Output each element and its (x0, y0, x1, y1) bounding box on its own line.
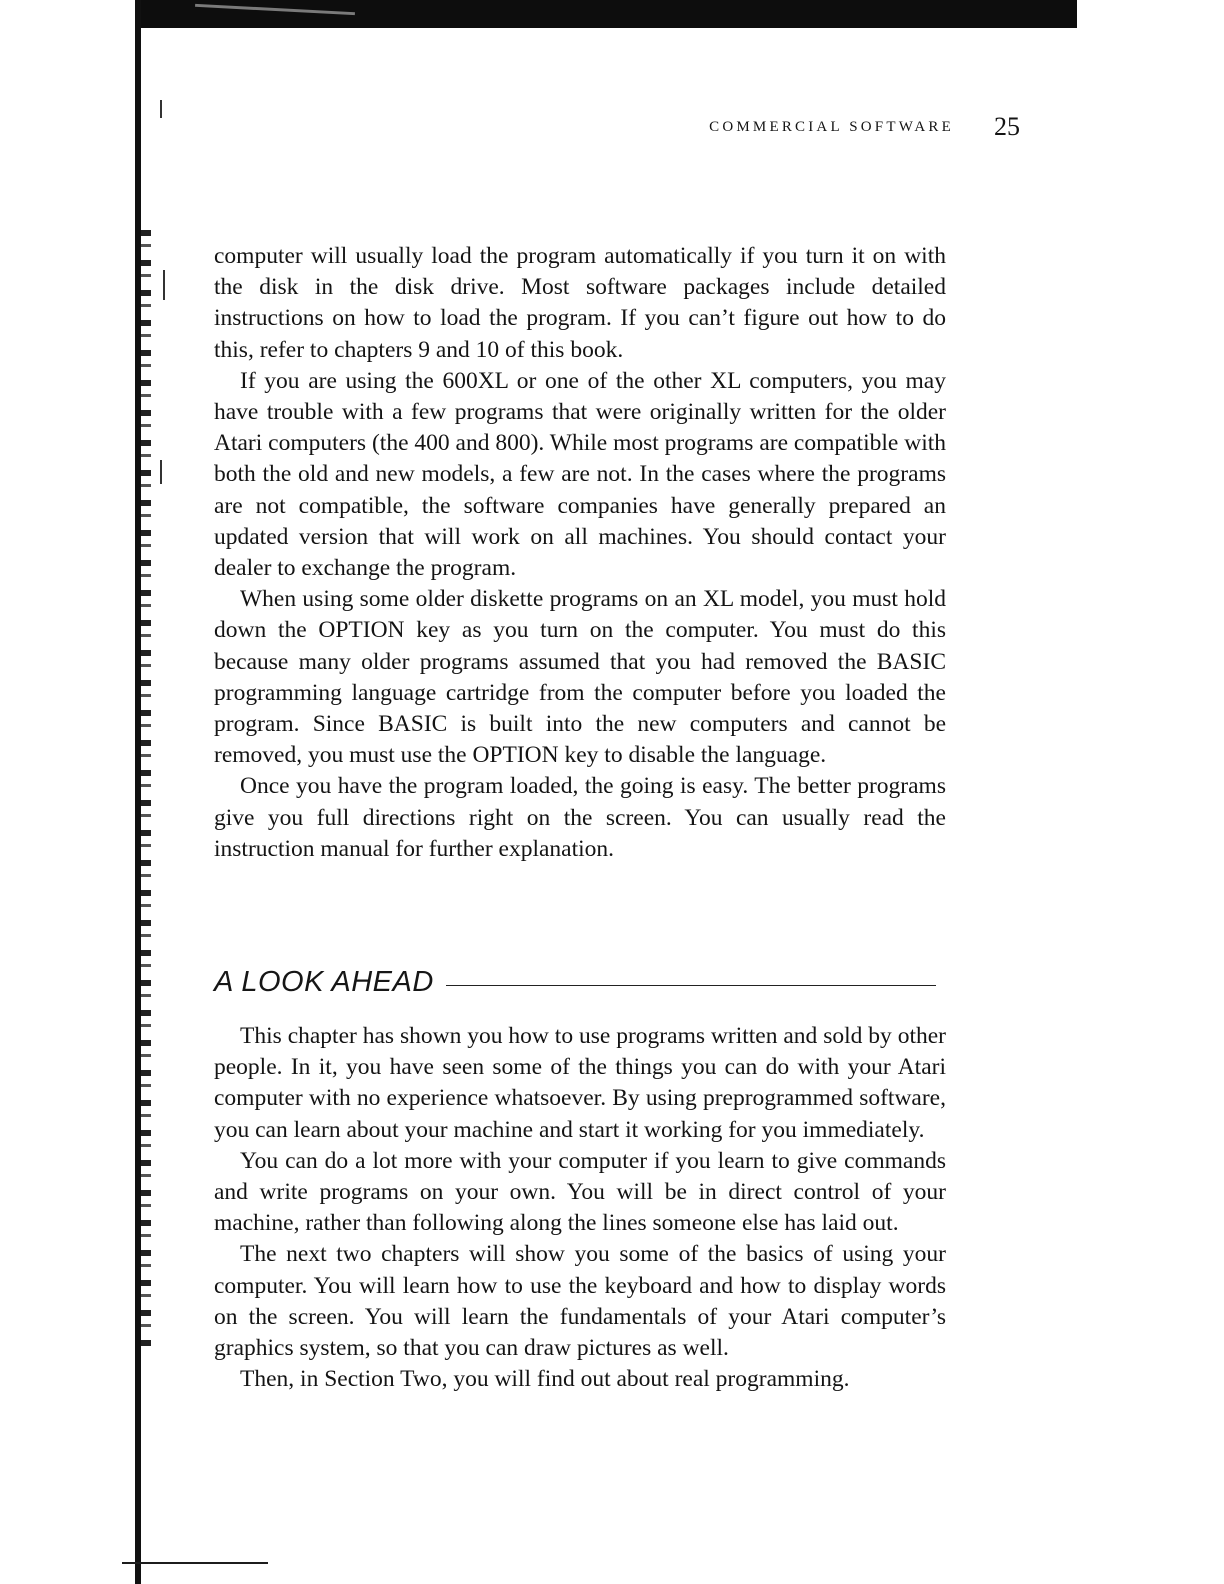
scan-top-edge (135, 0, 1077, 28)
running-header (560, 112, 1020, 142)
page-number: 25 (994, 112, 1020, 141)
heading-rule (446, 985, 936, 986)
running-title: COMMERCIAL SOFTWARE (709, 118, 954, 135)
paragraph: When using some older diskette programs on an XL model, you must hold down the OPTION key as you turn on the computer. You must do this because many older programs assumed that you had removed the BASIC programming language cartridge from the computer before you loaded the program. Since BASIC is built into the new computers and cannot be removed, you must use the OPTION key to disable the language. (214, 586, 946, 769)
binding-mark (160, 460, 162, 484)
binding-shadow (141, 230, 151, 1350)
body-text-continued (214, 241, 946, 865)
section-body (214, 1021, 946, 1395)
paragraph: This chapter has shown you how to use programs written and sold by other people. In it, you have seen some of the things you can do with your Atari computer with no experience whatsoever. By using preprogrammed software, you can learn about your machine and start it working for you immediately. (214, 1023, 946, 1143)
section-heading (214, 966, 936, 999)
scan-bottom-rule (122, 1562, 268, 1564)
paragraph: The next two chapters will show you some of the basics of using your computer. You will learn how to use the keyboard and how to display words on the screen. You will learn the fundamentals of your Atari computer’s graphics system, so that you can draw pictures as well. (214, 1241, 946, 1362)
binding-mark (160, 100, 162, 118)
section-heading-text: A LOOK AHEAD (214, 966, 434, 998)
binding-mark (163, 270, 165, 300)
paragraph: computer will usually load the program automatically if you turn it on with the disk in the disk drive. Most software packages include detailed instructions on how to load the program. If you can’t figure out how to do this, refer to chapters 9 and 10 of this book. (214, 243, 946, 363)
paragraph: You can do a lot more with your computer if you learn to give commands and write programs on your own. You will be in direct control of your machine, rather than following along the lines someone else has laid out. (214, 1147, 946, 1237)
paragraph: Once you have the program loaded, the going is easy. The better programs give you full directions right on the screen. You can usually read the instruction manual for further explanation. (214, 773, 946, 862)
paragraph: If you are using the 600XL or one of the other XL computers, you may have trouble with a few programs that were originally written for the older Atari computers (the 400 and 800). While most programs are compatible with both the old and new models, a few are not. In the cases where the programs are not compatible, the software companies have generally prepared an updated version that will work on all machines. You should contact your dealer to exchange the program. (214, 367, 946, 582)
paragraph: Then, in Section Two, you will find out about real programming. (240, 1366, 850, 1393)
